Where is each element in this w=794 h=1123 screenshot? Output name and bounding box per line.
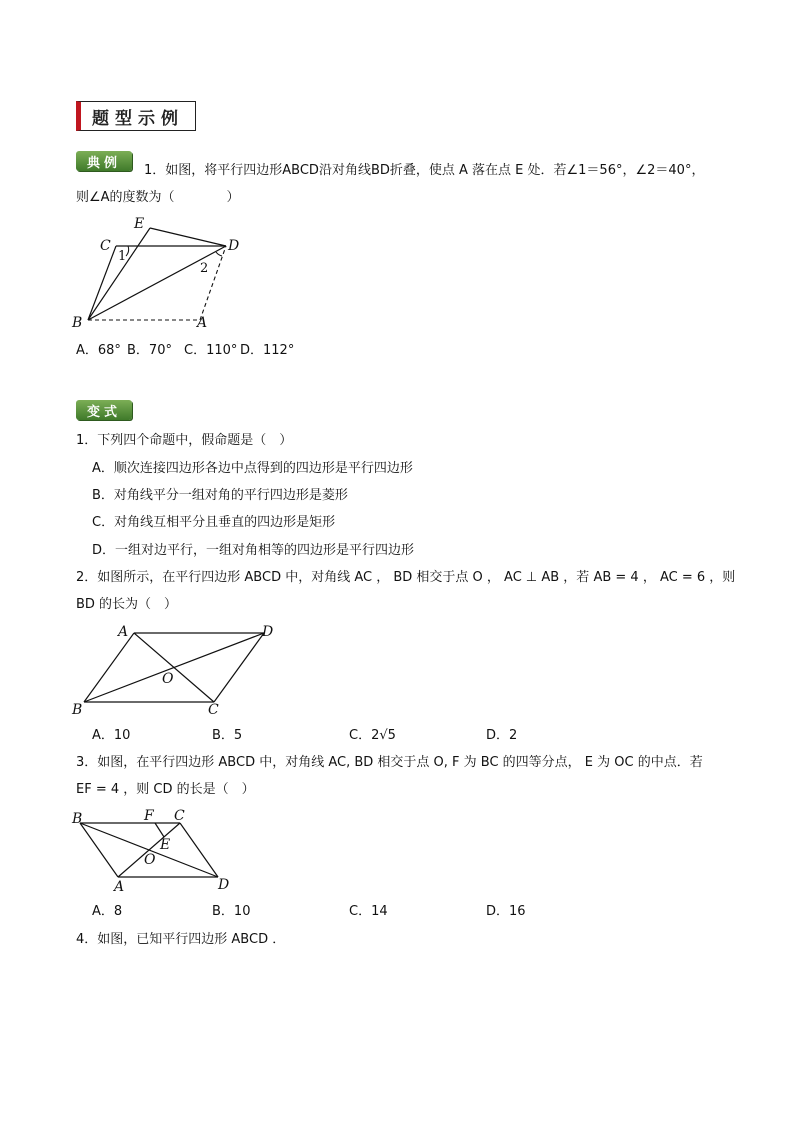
example-option-c: C．110°	[184, 343, 238, 358]
fig2-label-b: B	[72, 702, 83, 718]
fig1-label-angle1: 1	[118, 249, 127, 264]
q1-option-b: B．对角线平分一组对角的平行四边形是菱形	[92, 488, 348, 503]
fig1-label-c: C	[100, 238, 111, 254]
fig3-label-e: E	[160, 837, 171, 853]
section-title-box	[76, 101, 196, 131]
example-stem-line2: 则∠A的度数为（ ）	[76, 190, 240, 205]
q3-stem-line2: EF = 4 ，则 CD 的长是（ ）	[76, 782, 255, 797]
q2-stem-line1: 2．如图所示，在平行四边形 ABCD 中，对角线 AC ， BD 相交于点 O ， AC ⊥ AB ，若 AB = 4 ， AC = 6 ，则	[76, 570, 736, 585]
example-figure	[66, 212, 256, 332]
q1-option-d: D．一组对边平行，一组对角相等的四边形是平行四边形	[92, 543, 415, 558]
fig2-label-d: D	[262, 624, 274, 640]
q2-figure	[66, 620, 286, 720]
example-option-d: D．112°	[240, 343, 295, 358]
fig1-label-angle2: 2	[200, 261, 209, 276]
q1-stem: 1．下列四个命题中，假命题是（ ）	[76, 433, 293, 448]
q1-option-c: C．对角线互相平分且垂直的四边形是矩形	[92, 515, 336, 530]
q2-option-a: A．10	[92, 728, 131, 743]
q3-option-c: C．14	[349, 904, 388, 919]
example-option-b: B．70°	[127, 343, 172, 358]
fig2-label-o: O	[162, 671, 174, 687]
fig3-label-b: B	[72, 811, 83, 827]
q3-option-b: B．10	[212, 904, 251, 919]
q2-option-b: B．5	[212, 728, 243, 743]
fig2-label-a: A	[118, 624, 129, 640]
example-tag: 典例	[76, 151, 132, 171]
fig1-label-d: D	[228, 238, 240, 254]
q3-option-d: D．16	[486, 904, 526, 919]
fig3-label-d: D	[218, 877, 230, 893]
q3-stem-line1: 3．如图，在平行四边形 ABCD 中，对角线 AC, BD 相交于点 O, F 为 BC 的四等分点， E 为 OC 的中点．若	[76, 755, 703, 770]
q3-figure	[66, 805, 246, 895]
q4-stem: 4．如图，已知平行四边形 ABCD ．	[76, 932, 286, 947]
section-title: 题型示例	[92, 108, 184, 129]
fig1-label-e: E	[134, 216, 145, 232]
q2-option-c: C．2√5	[349, 728, 396, 743]
example-option-a: A．68°	[76, 343, 121, 358]
fig3-label-a: A	[114, 879, 125, 895]
q2-stem-line2: BD 的长为（ ）	[76, 597, 178, 612]
q3-option-a: A．8	[92, 904, 123, 919]
fig3-label-c: C	[174, 808, 185, 824]
variant-tag: 变式	[76, 400, 132, 420]
q2-option-d: D．2	[486, 728, 518, 743]
fig3-label-o: O	[144, 852, 156, 868]
fig1-label-a: A	[197, 315, 208, 331]
q1-option-a: A．顺次连接四边形各边中点得到的四边形是平行四边形	[92, 461, 413, 476]
fig3-label-f: F	[144, 808, 154, 824]
fig1-label-b: B	[72, 315, 83, 331]
example-stem-line1: 1．如图，将平行四边形ABCD沿对角线BD折叠，使点 A 落在点 E 处．若∠1＝56°，∠2＝40°，	[144, 163, 705, 178]
fig2-label-c: C	[208, 702, 219, 718]
